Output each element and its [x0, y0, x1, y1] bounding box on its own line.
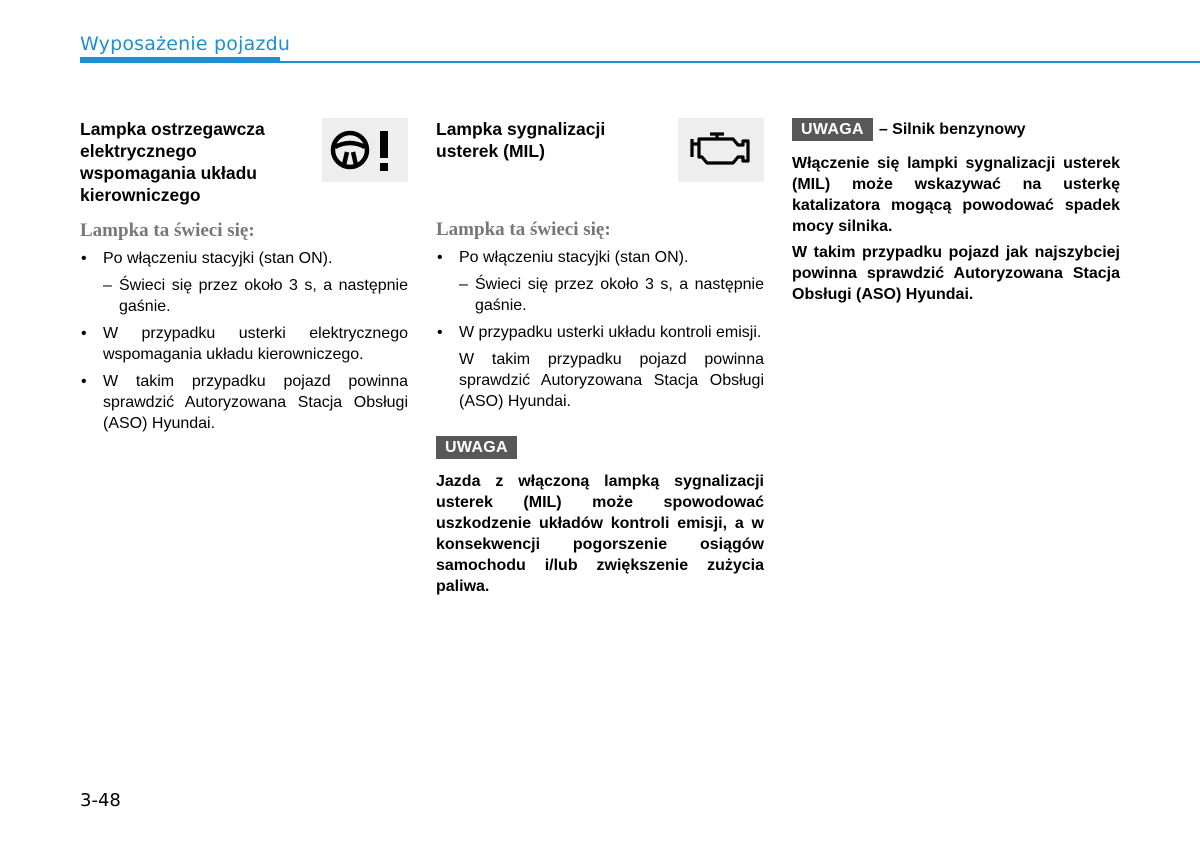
check-engine-icon	[678, 118, 764, 182]
dash-item: – Świeci się przez około 3 s, a następnie gaśnie.	[80, 275, 408, 317]
notice-badge: UWAGA	[436, 436, 517, 459]
dash-item: – Świeci się przez około 3 s, a następnie gaśnie.	[436, 274, 764, 316]
bullet-list	[80, 248, 408, 269]
page-number: 3-48	[80, 790, 121, 811]
notice-box	[436, 436, 764, 597]
bullet-list	[80, 323, 408, 434]
steering-wheel-warning-icon	[322, 118, 408, 182]
header-accent-bar	[80, 57, 280, 63]
section-title: Lampka sygnalizacji usterek (MIL)	[436, 119, 606, 161]
notice-text: Włączenie się lampki sygnalizacji usterek (MIL) może wskazywać na usterkę katalizatora mogącą powodować spadek mocy silnika.	[792, 155, 1120, 235]
bullet-list	[436, 247, 764, 268]
section-mil	[436, 118, 764, 597]
list-item: • Po włączeniu stacyjki (stan ON).	[80, 248, 408, 269]
list-item: • W przypadku usterki układu kontroli emisji.	[436, 322, 764, 343]
lamp-caption: Lampka ta świeci się:	[436, 219, 611, 240]
list-item: • W przypadku usterki elektrycznego wspomagania układu kierowniczego.	[80, 323, 408, 365]
section-title: Lampka ostrzegawcza elektrycznego wspomagania układu kierowniczego	[80, 119, 265, 205]
notice-text: Jazda z włączoną lampką sygnalizacji usterek (MIL) może spowodować uszkodzenie układów kontroli emisji, a w konsekwencji pogorszenie osiągów samochodu i/lub zwiększenie zużycia paliwa.	[436, 473, 764, 595]
notice-subtitle: – Silnik benzynowy	[878, 120, 1026, 138]
bullet-list	[436, 322, 764, 343]
header-rule	[280, 61, 1200, 63]
section-eps-warning	[80, 118, 408, 440]
paragraph: W takim przypadku pojazd powinna sprawdzić Autoryzowana Stacja Obsługi (ASO) Hyundai.	[459, 351, 764, 410]
lamp-caption: Lampka ta świeci się:	[80, 220, 255, 241]
list-item: • W takim przypadku pojazd powinna sprawdzić Autoryzowana Stacja Obsługi (ASO) Hyundai.	[80, 371, 408, 434]
list-item: • Po włączeniu stacyjki (stan ON).	[436, 247, 764, 268]
notice-text: W takim przypadku pojazd jak najszybciej powinna sprawdzić Autoryzowana Stacja Obsługi (ASO) Hyundai.	[792, 244, 1120, 303]
notice-badge: UWAGA	[792, 118, 873, 141]
section-gasoline-notice	[792, 118, 1120, 305]
notice-header	[792, 118, 1120, 141]
header-title: Wyposażenie pojazdu	[80, 33, 291, 55]
